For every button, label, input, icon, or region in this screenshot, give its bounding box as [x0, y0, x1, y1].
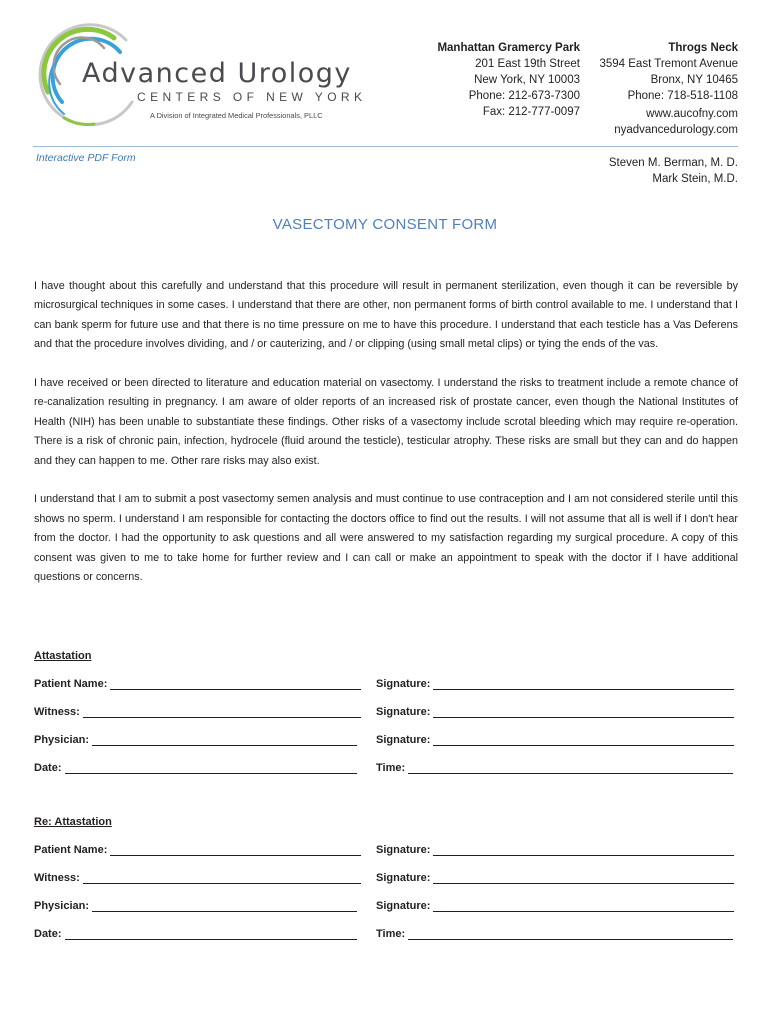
field-label: Signature:	[376, 678, 431, 690]
date-field[interactable]	[34, 928, 357, 940]
field-line[interactable]	[92, 734, 357, 746]
field-label: Signature:	[376, 900, 431, 912]
office-name: Manhattan Gramercy Park	[437, 42, 580, 54]
logo-wordmark: Advanced Urology	[82, 58, 352, 89]
time-field[interactable]	[376, 762, 733, 774]
field-line[interactable]	[433, 678, 734, 690]
field-line[interactable]	[92, 900, 357, 912]
website-link[interactable]: www.aucofny.com	[646, 108, 738, 120]
signature-field[interactable]	[376, 734, 734, 746]
consent-paragraph: I understand that I am to submit a post vasectomy semen analysis and must continue to use contraception and I am not considered sterile until this shows no sperm. I understand I am responsible for contacting the doctors office to find out the results. I will not assume that all is well if I don't hear from the doctor. I had the opportunity to ask questions and all were answered to my satisfaction regarding my surgical procedure. A copy of this consent was given to me to take home for further review and I can call or make an appointment to speak with the doctor if I have additional questions or concerns.	[34, 493, 738, 584]
field-line[interactable]	[408, 928, 733, 940]
date-field[interactable]	[34, 762, 357, 774]
re-attestation-heading: Re: Attastation	[34, 816, 112, 828]
office-throgs-neck	[599, 40, 738, 104]
signature-field[interactable]	[376, 678, 734, 690]
field-line[interactable]	[65, 762, 357, 774]
field-label: Physician:	[34, 900, 90, 912]
signature-field[interactable]	[376, 872, 734, 884]
office-phone: Phone: 212-673-7300	[468, 90, 580, 102]
field-label: Physician:	[34, 734, 90, 746]
doctor-name: Mark Stein, M.D.	[652, 173, 738, 185]
field-line[interactable]	[433, 900, 734, 912]
field-line[interactable]	[110, 844, 361, 856]
witness-field[interactable]	[34, 706, 361, 718]
office-street: 3594 East Tremont Avenue	[599, 58, 738, 70]
field-label: Signature:	[376, 734, 431, 746]
interactive-pdf-label: Interactive PDF Form	[36, 152, 136, 164]
field-label: Signature:	[376, 706, 431, 718]
office-fax: Fax: 212-777-0097	[482, 106, 580, 118]
office-city: Bronx, NY 10465	[650, 74, 738, 86]
form-title: VASECTOMY CONSENT FORM	[272, 216, 498, 233]
field-line[interactable]	[433, 706, 734, 718]
consent-paragraph: I have received or been directed to literature and education material on vasectomy. I understand the risks to treatment include a remote chance of re-canalization resulting in pregnancy. I am aware of older reports of an increased risk of prostate cancer, even though the National Institutes of Health (NIH) has been unable to substantiate these findings. Other risks of a vasectomy include scrotal bleeding which may require re-operation. There is a risk of chronic pain, infection, hydrocele (fluid around the testicle), testicular atrophy. These risks are small but they can and do happen and they can happen to me. Other rare risks may also exist.	[34, 377, 738, 467]
attestation-heading: Attastation	[34, 650, 92, 662]
doctor-name: Steven M. Berman, M. D.	[608, 157, 738, 169]
field-label: Patient Name:	[34, 678, 108, 690]
signature-field[interactable]	[376, 900, 734, 912]
field-label: Time:	[376, 928, 406, 940]
field-label: Date:	[34, 762, 62, 774]
office-street: 201 East 19th Street	[475, 58, 580, 70]
field-label: Witness:	[34, 872, 80, 884]
office-city: New York, NY 10003	[474, 74, 580, 86]
field-line[interactable]	[433, 844, 734, 856]
field-label: Signature:	[376, 872, 431, 884]
patient-name-field[interactable]	[34, 844, 361, 856]
field-line[interactable]	[433, 872, 734, 884]
field-line[interactable]	[65, 928, 357, 940]
consent-paragraph: I have thought about this carefully and understand that this procedure will result in permanent sterilization, even though it can be reversible by microsurgical techniques in some cases. I understand that there are other, non permanent forms of birth control available to me. I understand that I can bank sperm for future use and that there is no time pressure on me to have this procedure. I understand that each testicle has a Vas Deferens and that the procedure involves dividing, and / or cauterizing, and / or clipping (using small metal clips) or tying the ends of the vas.	[34, 280, 738, 351]
signature-field[interactable]	[376, 706, 734, 718]
physician-field[interactable]	[34, 734, 357, 746]
patient-name-field[interactable]	[34, 678, 361, 690]
field-label: Patient Name:	[34, 844, 108, 856]
websites	[614, 106, 738, 138]
logo-subtitle: CENTERS OF NEW YORK	[137, 90, 367, 104]
field-label: Time:	[376, 762, 406, 774]
field-line[interactable]	[408, 762, 733, 774]
consent-body	[34, 277, 738, 607]
doctors-list	[609, 155, 738, 187]
field-label: Date:	[34, 928, 62, 940]
field-line[interactable]	[110, 678, 361, 690]
office-manhattan	[437, 40, 580, 120]
time-field[interactable]	[376, 928, 733, 940]
field-line[interactable]	[433, 734, 734, 746]
field-line[interactable]	[83, 706, 361, 718]
signature-field[interactable]	[376, 844, 734, 856]
physician-field[interactable]	[34, 900, 357, 912]
field-label: Signature:	[376, 844, 431, 856]
header-divider	[33, 146, 738, 147]
logo-division: A Division of Integrated Medical Professionals, PLLC	[150, 111, 323, 120]
office-name: Throgs Neck	[668, 42, 738, 54]
field-label: Witness:	[34, 706, 80, 718]
office-phone: Phone: 718-518-1108	[627, 90, 738, 102]
field-line[interactable]	[83, 872, 361, 884]
website-link[interactable]: nyadvancedurology.com	[614, 124, 738, 136]
witness-field[interactable]	[34, 872, 361, 884]
